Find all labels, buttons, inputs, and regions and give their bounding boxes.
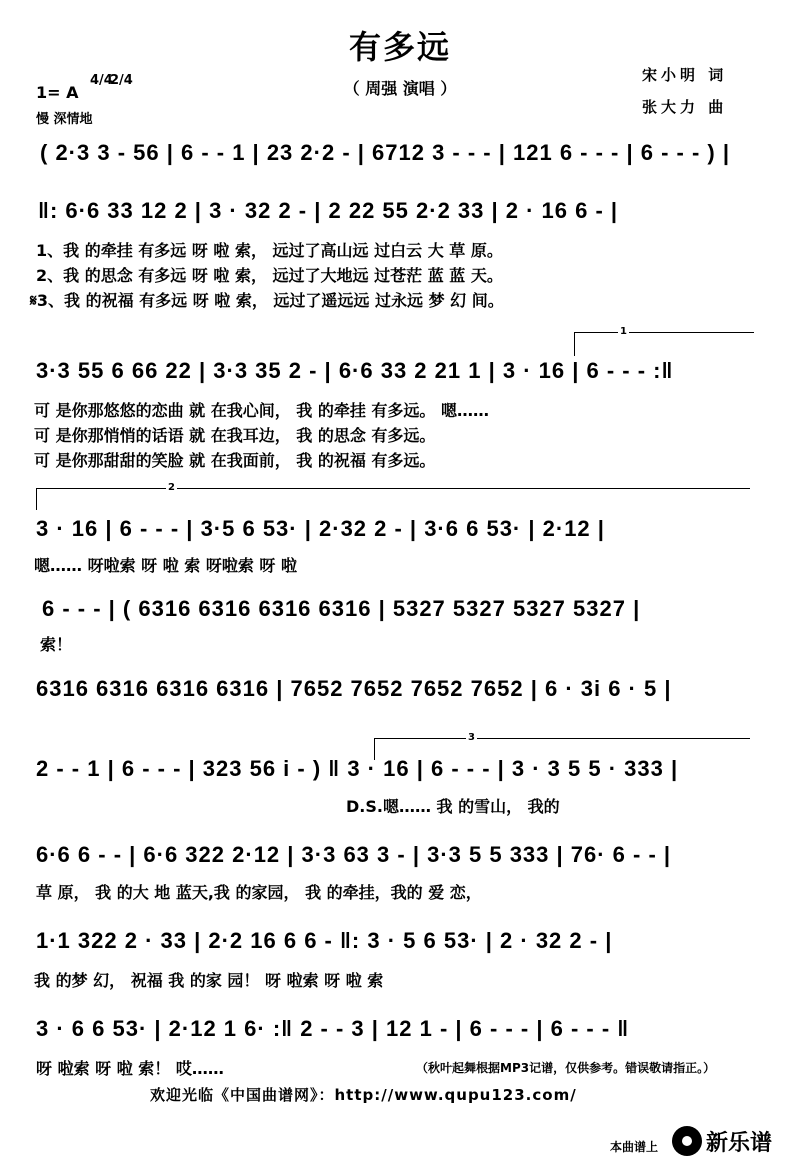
- lyric-row-2-verse-3: 𝄋3、我 的祝福 有多远 呀 啦 索， 远过了遥远远 过永远 梦 幻 间。: [30, 291, 504, 310]
- lyric-row-3-verse-1: 可 是你那悠悠的恋曲 就 在我心间， 我 的牵挂 有多远。 嗯……: [34, 401, 489, 420]
- volta-1-hook: [574, 332, 575, 356]
- score-row-7: 2 - - 1 | 6 - - - | 323 56 i - ) ‖ 3 · 16 | 6 - - - | 3 · 3 5 5 · 333 |: [36, 756, 679, 781]
- score-row-3: 3·3 55 6 66 22 | 3·3 35 2 - | 6·6 33 2 21 1 | 3 · 16 | 6 - - - :‖: [36, 358, 674, 383]
- lyric-row-2-verse-2: 2、我 的思念 有多远 呀 啦 索， 远过了大地远 过苍茫 蓝 蓝 天。: [36, 266, 503, 285]
- brand-small-text: 本曲谱上: [610, 1140, 659, 1154]
- tempo-marking: 慢 深情地: [36, 112, 93, 127]
- lyricist-credit: 宋小明 词: [642, 66, 728, 84]
- score-row-8: 6·6 6 - - | 6·6 322 2·12 | 3·3 63 3 - | 3·3 5 5 333 | 76· 6 - - |: [36, 842, 672, 867]
- lyric-row-7: D.S.嗯…… 我 的雪山， 我的: [346, 797, 560, 816]
- lyric-row-3-verse-3: 可 是你那甜甜的笑脸 就 在我面前， 我 的祝福 有多远。: [34, 451, 436, 470]
- volta-2-hook: [36, 488, 37, 510]
- score-row-10: 3 · 6 6 53· | 2·12 1 6· :‖ 2 - - 3 | 12 1 - | 6 - - - | 6 - - - ‖: [36, 1016, 630, 1041]
- volta-1-label: 1: [620, 326, 627, 337]
- volta-2-label: 2: [168, 482, 175, 493]
- song-title: 有多远: [348, 28, 451, 66]
- transcription-note: （秋叶起舞根据MP3记谱，仅供参考。错误敬请指正。）: [416, 1061, 716, 1075]
- singer-credit: （ 周强 演唱 ）: [343, 79, 457, 98]
- lyric-row-3-verse-2: 可 是你那悄悄的话语 就 在我耳边， 我 的思念 有多远。: [34, 426, 436, 445]
- volta-1-line: [574, 332, 754, 333]
- lyric-row-10: 呀 啦索 呀 啦 索！ 哎……: [36, 1059, 224, 1078]
- score-row-9: 1·1 322 2 · 33 | 2·2 16 6 6 - ‖: 3 · 5 6 53· | 2 · 32 2 - |: [36, 928, 613, 953]
- website-welcome: 欢迎光临《中国曲谱网》：http://www.qupu123.com/: [150, 1086, 577, 1104]
- lyric-row-9: 我 的梦 幻， 祝福 我 的家 园！ 呀 啦索 呀 啦 索: [34, 971, 384, 990]
- score-row-6: 6316 6316 6316 6316 | 7652 7652 7652 7652 | 6 · 3i 6 · 5 |: [36, 676, 672, 701]
- key-signature: 1= A: [36, 83, 79, 102]
- score-row-1: ( 2·3 3 - 56 | 6 - - 1 | 23 2·2 - | 6712 3 - - - | 121 6 - - - | 6 - - - ) |: [40, 140, 731, 165]
- composer-credit: 张大力 曲: [642, 98, 728, 116]
- volta-2-line: [36, 488, 750, 489]
- lyric-row-5: 索！: [40, 635, 73, 654]
- score-row-5: 6 - - - | ( 6316 6316 6316 6316 | 5327 5327 5327 5327 |: [42, 596, 641, 621]
- volta-3-line: [374, 738, 750, 739]
- lyric-row-8: 草 原， 我 的大 地 蓝天,我 的家园， 我 的牵挂，我的 爱 恋，: [36, 883, 482, 902]
- time-signature-1: 4/4: [90, 73, 113, 88]
- volta-3-label: 3: [468, 732, 475, 743]
- music-logo-icon: [672, 1126, 702, 1156]
- score-row-2: ‖: 6·6 33 12 2 | 3 · 32 2 - | 2 22 55 2·2 33 | 2 · 16 6 - |: [38, 198, 619, 223]
- lyric-row-2-verse-1: 1、我 的牵挂 有多远 呀 啦 索， 远过了高山远 过白云 大 草 原。: [36, 241, 503, 260]
- lyric-row-4: 嗯…… 呀啦索 呀 啦 索 呀啦索 呀 啦: [34, 556, 297, 575]
- brand-name: 新乐谱: [706, 1131, 773, 1156]
- time-signature-2: 2/4: [110, 73, 133, 88]
- score-row-4: 3 · 16 | 6 - - - | 3·5 6 53· | 2·32 2 - | 3·6 6 53· | 2·12 |: [36, 516, 605, 541]
